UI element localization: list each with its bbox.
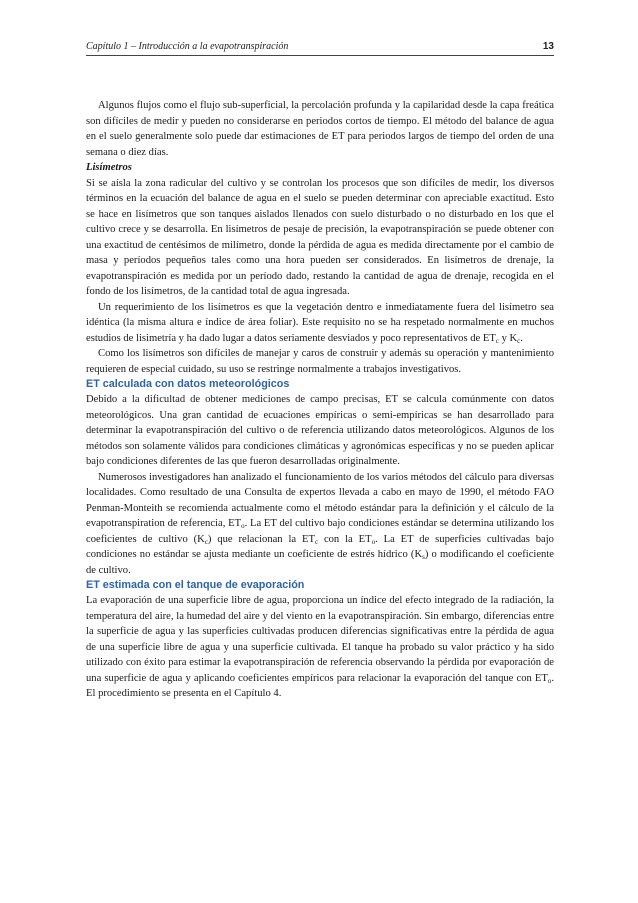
running-header — [86, 41, 554, 56]
lisimetros-paragraph-2: Un requerimiento de los lisímetros es que la vegetación dentro e inmediatamente fuera del lisímetro sea idéntica (la misma altura e índice de área foliar). Este requisito no se ha respetado normalmente en muchos estudios de lisimetría y ha dado lugar a datos seriamente desviados y poco representativos de $ET_c$ y $K_c$. — [86, 301, 554, 345]
tanque-heading: ET estimada con el tanque de evaporación — [86, 579, 305, 591]
page-number: 13 — [542, 41, 554, 52]
intro-paragraph: Algunos flujos como el flujo sub-superficial, la percolación profunda y la capilaridad desde la capa freática son difíciles de medir y pueden no considerarse en periodos cortos de tiempo. El método del balance de agua en el suelo generalmente solo puede dar estimaciones de ET para periodos largos de tiempo del orden de una semana o diez días. — [86, 100, 554, 158]
lisimetros-paragraph-1: Si se aísla la zona radicular del cultivo y se controlan los procesos que son difíciles de medir, los diversos términos en la ecuación del balance de agua en el suelo se pueden determinar con apreciable exactitud. Esto se hace en lisímetros que son tanques aislados llenados con suelo disturbado o no disturbado en los que el cultivo crece y se desarrolla. En lisímetros de pesaje de precisión, la evapotranspiración se puede obtener con una exactitud de centésimos de milímetro, donde la pérdida de agua es medida directamente por el cambio de masa y períodos pequeños tales como una hora pueden ser considerados. En lisímetros de drenaje, la evapotranspiración es medida por un período dado, restando la cantidad de agua de drenaje, recogida en el fondo de los lisímetros, de la cantidad total de agua ingresada. — [86, 177, 554, 297]
lisimetros-heading: Lisímetros — [86, 162, 132, 173]
calculada-paragraph-2: Numerosos investigadores han analizado el funcionamiento de los varios métodos del cálculo para diversas localidades. Como resultado de una Consulta de expertos llevada a cabo en mayo de 1990, el método FAO Penman-Monteith se recomienda actualmente como el método estándar para la definición y el cálculo de la evapotranspiration de referencia, $ET_o$. La ET del cultivo bajo condiciones estándar se determina utilizando los coeficientes de cultivo $(K_c)$ que relacionan la $ET_c$ con la $ET_o$. La ET de superficies cultivadas bajo condiciones no estándar se ajusta mediante un coeficiente de estrés hídrico $(K_s)$ o modificando el coeficiente de cultivo. — [86, 471, 555, 576]
tanque-paragraph-1: La evaporación de una superficie libre de agua, proporciona un índice del efecto integrado de la radiación, la temperatura del aire, la humedad del aire y del viento en la evapotranspiración. Sin embargo, diferencias entre la superficie de agua y las superficies cultivadas producen diferencias significativas entre la pérdida de agua de una superficie libre de agua y una superficie cultivada. El tanque ha probado su valor práctico y ha sido utilizado con éxito para estimar la evapotranspiración de referencia observando la pérdida por evaporación de una superficie de agua y aplicando coeficientes empíricos para relacionar la evaporación del tanque con $ET_o$. El procedimiento se presenta en el Capítulo 4. — [86, 595, 554, 699]
calculada-heading: ET calculada con datos meteorológicos — [86, 378, 290, 390]
main-text — [86, 98, 554, 702]
lisimetros-paragraph-3: Como los lisímetros son difíciles de manejar y caros de construir y además su operación y mantenimiento requieren de especial cuidado, su uso se restringe normalmente a trabajos investigativos. — [86, 348, 554, 375]
calculada-paragraph-1: Debido a la dificultad de obtener mediciones de campo precisas, ET se calcula comúnmente con datos meteorológicos. Una gran cantidad de ecuaciones empíricas o semi-empíricas se han desarrollado para determinar la evapotranspiración del cultivo o de referencia utilizando datos meteorológicos. Algunos de los métodos son solamente válidos para condiciones climáticas y agronómicas específicas y no se pueden aplicar bajo condiciones diferentes de las que fueron desarrolladas originalmente. — [86, 394, 554, 467]
chapter-title: Capítulo 1 – Introducción a la evapotranspiración — [86, 41, 289, 52]
